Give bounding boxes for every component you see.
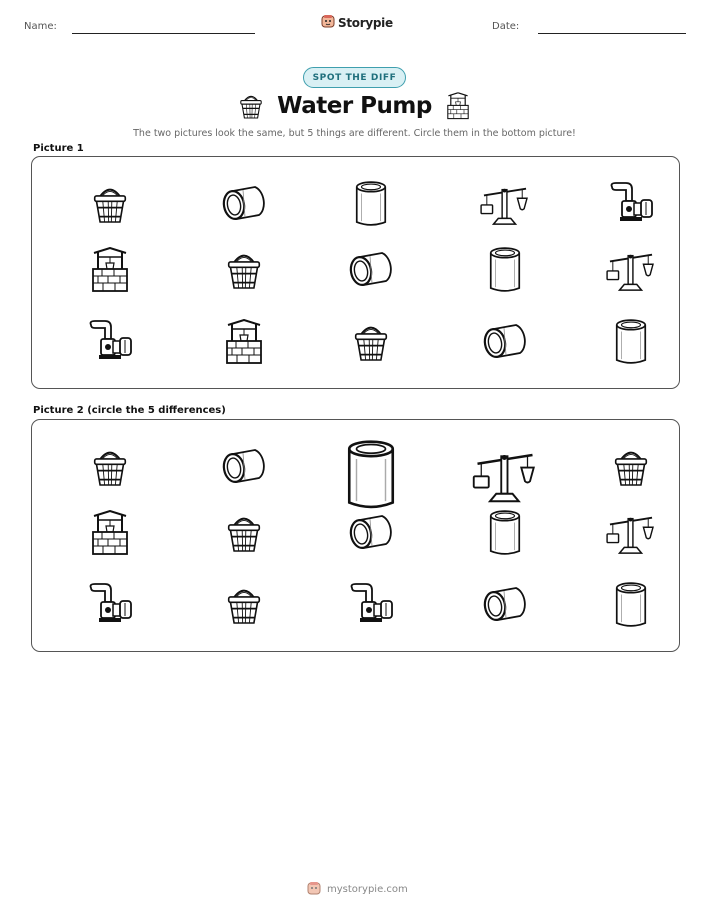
picture-1-panel [31, 156, 680, 389]
tank-icon [612, 317, 650, 367]
well-icon[interactable] [90, 509, 130, 557]
pipe-icon[interactable] [345, 510, 397, 556]
pump-icon [606, 181, 656, 227]
picture-1-label: Picture 1 [33, 143, 84, 154]
pump-icon[interactable] [346, 582, 396, 628]
worksheet-type-badge: SPOT THE DIFF [303, 67, 406, 88]
tank-icon[interactable] [342, 438, 400, 512]
tank-icon[interactable] [486, 508, 524, 558]
bucket-icon[interactable] [613, 442, 649, 492]
pump-icon [85, 319, 135, 365]
page-title: Water Pump [277, 93, 432, 119]
bucket-icon [353, 317, 389, 367]
scale-icon [604, 248, 658, 292]
brand-logo [321, 13, 393, 32]
bucket-icon[interactable] [226, 508, 262, 558]
pipe-icon [479, 319, 531, 365]
pie-mascot-icon [321, 13, 335, 32]
well-icon [224, 318, 264, 366]
bucket-icon [92, 179, 128, 229]
well-icon [90, 246, 130, 294]
scale-icon [478, 182, 532, 226]
pipe-icon[interactable] [479, 582, 531, 628]
name-field[interactable] [72, 33, 255, 34]
footer-url: mystorypie.com [327, 884, 408, 895]
name-label: Name: [24, 21, 57, 32]
bucket-icon[interactable] [226, 580, 262, 630]
bucket-icon[interactable] [92, 442, 128, 492]
well-icon [446, 92, 470, 124]
footer [307, 880, 408, 899]
pipe-icon [345, 247, 397, 293]
date-field[interactable] [538, 33, 686, 34]
pipe-icon [218, 181, 270, 227]
tank-icon[interactable] [612, 580, 650, 630]
scale-icon[interactable] [470, 444, 540, 506]
tank-icon [352, 179, 390, 229]
pump-icon[interactable] [85, 582, 135, 628]
pipe-icon[interactable] [218, 444, 270, 490]
bucket-icon [226, 245, 262, 295]
instructions: The two pictures look the same, but 5 things are different. Circle them in the bottom picture! [133, 128, 576, 139]
picture-2-panel[interactable] [31, 419, 680, 652]
pie-mascot-icon [307, 880, 321, 899]
scale-icon[interactable] [604, 511, 658, 555]
picture-2-label: Picture 2 (circle the 5 differences) [33, 405, 226, 416]
tank-icon [486, 245, 524, 295]
date-label: Date: [492, 21, 520, 32]
brand-name: Storypie [338, 15, 393, 30]
